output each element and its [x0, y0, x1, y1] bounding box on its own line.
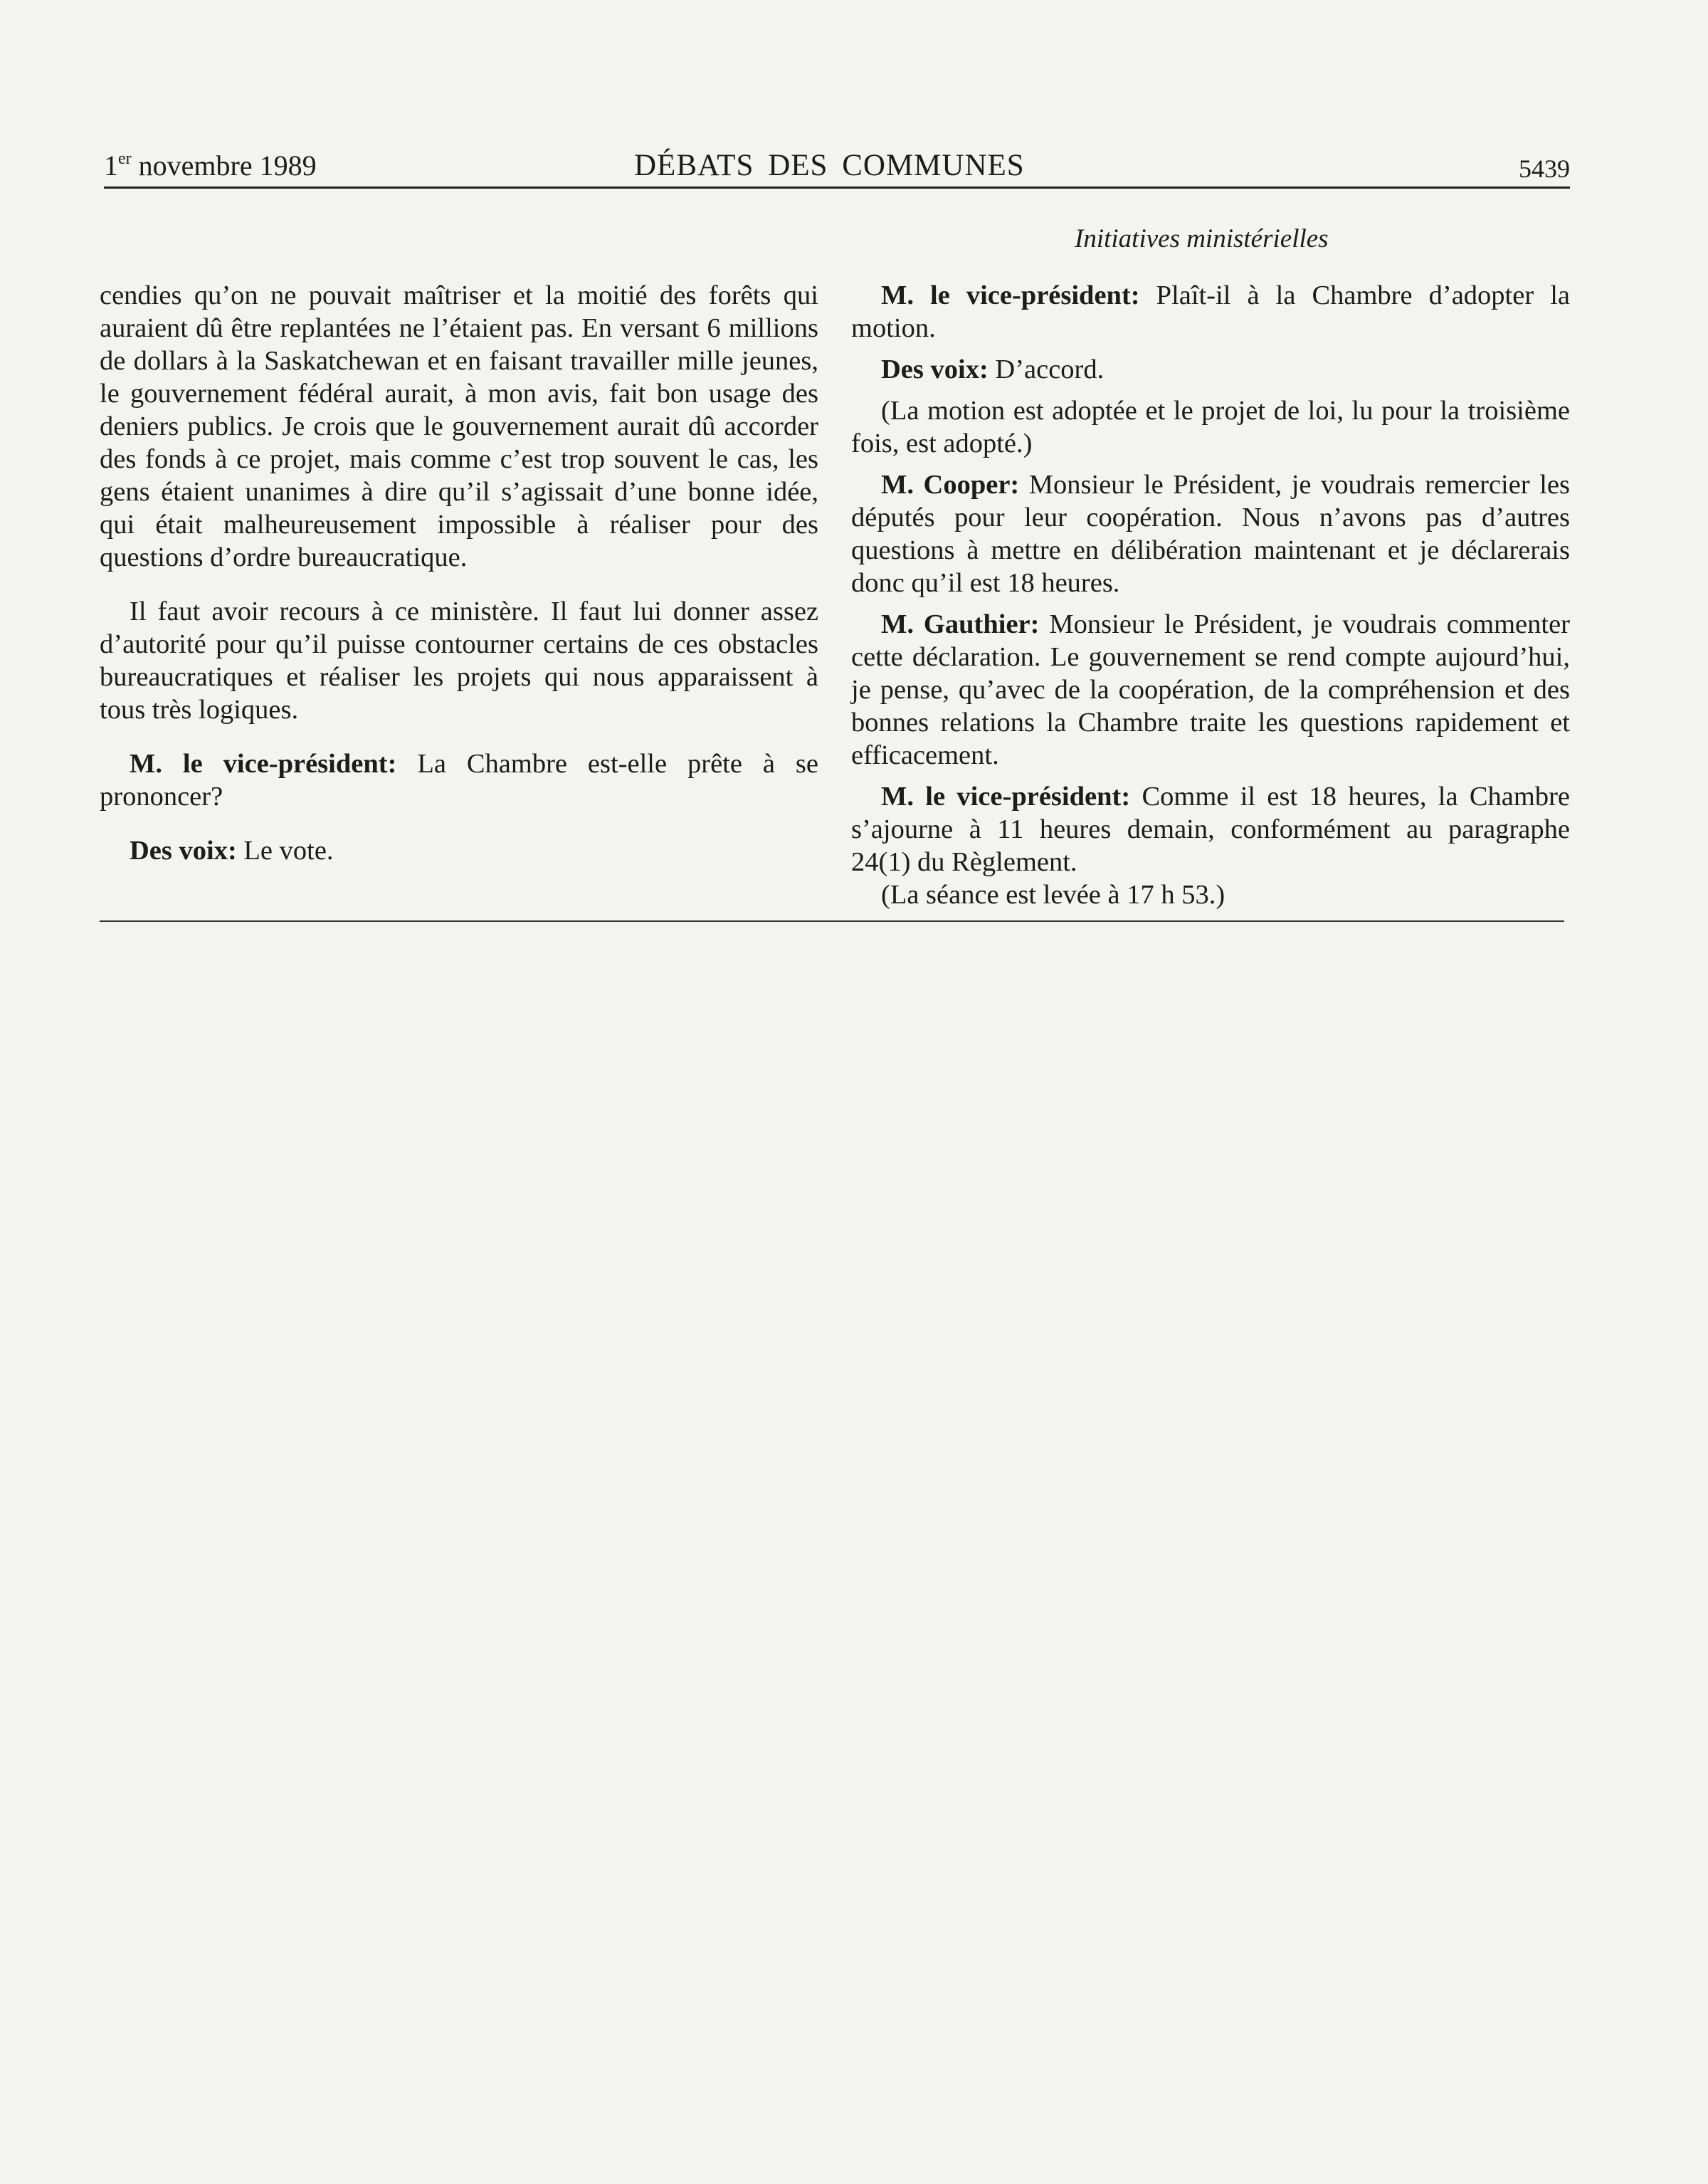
speech-text: D’accord. — [988, 355, 1105, 384]
speaker-name: M. Cooper: — [881, 470, 1020, 500]
end-rule — [100, 920, 1564, 922]
speech-text: Monsieur le Président, je voudrais remercier les députés pour leur coopération. Nous n’avons pas d’autres questions à mettre en délibération maintenant et je déclarerais donc qu’il est 18 heures. — [851, 470, 1570, 598]
header-title: DÉBATS DES COMMUNES — [634, 149, 1025, 182]
speech-paragraph — [851, 279, 1570, 345]
speech-text: Plaît-il à la Chambre d’adopter la motion. — [851, 280, 1570, 343]
speaker-name: M. le vice-président: — [881, 280, 1140, 310]
speaker-name: Des voix: — [881, 355, 989, 384]
speaker-name: M. le vice-président: — [130, 749, 397, 779]
header-date — [104, 148, 317, 184]
speech-paragraph — [851, 468, 1570, 599]
speech-text: Comme il est 18 heures, la Chambre s’ajourne à 11 heures demain, conformément au paragraphe 24(1) du Règlement. — [851, 782, 1570, 877]
header-date-rest: novembre 1989 — [131, 149, 317, 182]
speaker-name: Des voix: — [130, 836, 237, 866]
speech-paragraph — [851, 780, 1570, 878]
header-date-suffix: er — [118, 149, 132, 168]
procedural-note: (La séance est levée à 17 h 53.) — [881, 880, 1225, 910]
page-header — [104, 148, 1570, 189]
speech-text: Le vote. — [236, 836, 334, 866]
paragraph: cendies qu’on ne pouvait maîtriser et la moitié des forêts qui auraient dû être replantées ne l’étaient pas. En versant 6 millions de dollars à la Saskatchewan et en faisant travailler mille jeunes, le gouvernement fédéral aurait, à mon avis, fait bon usage des deniers publics. Je crois que le gouvernement aurait dû accorder des fonds à ce projet, mais comme c’est trop souvent le cas, les gens étaient unanimes à dire qu’il s’agissait d’une bonne idée, qui était malheureusement impossible à réaliser pour des questions d’ordre bureaucratique. — [100, 280, 818, 572]
speech-paragraph — [851, 353, 1570, 386]
speaker-name: M. Gauthier: — [881, 609, 1040, 639]
speech-paragraph — [100, 834, 818, 867]
page-number: 5439 — [1519, 154, 1570, 183]
speech-paragraph — [100, 747, 818, 813]
section-label: Initiatives ministérielles — [1075, 224, 1329, 253]
speaker-name: M. le vice-président: — [881, 782, 1131, 812]
header-date-number: 1 — [104, 149, 118, 182]
procedural-note: (La motion est adoptée et le projet de loi, lu pour la troisième fois, est adopté.) — [851, 396, 1570, 458]
left-column — [100, 279, 818, 867]
speech-text: Monsieur le Président, je voudrais commenter cette déclaration. Le gouvernement se rend compte aujourd’hui, je pense, qu’avec de la coopération, de la compréhension et des bonnes relations la Chambre traite les questions rapidement et efficacement. — [851, 609, 1570, 770]
speech-text: La Chambre est-elle prête à se prononcer? — [100, 749, 818, 812]
paragraph: Il faut avoir recours à ce ministère. Il faut lui donner assez d’autorité pour qu’il puisse contourner certains de ces obstacles bureaucratiques et réaliser les projets qui nous apparaissent à tous très logiques. — [100, 597, 818, 725]
right-column — [851, 279, 1570, 911]
speech-paragraph — [851, 608, 1570, 772]
